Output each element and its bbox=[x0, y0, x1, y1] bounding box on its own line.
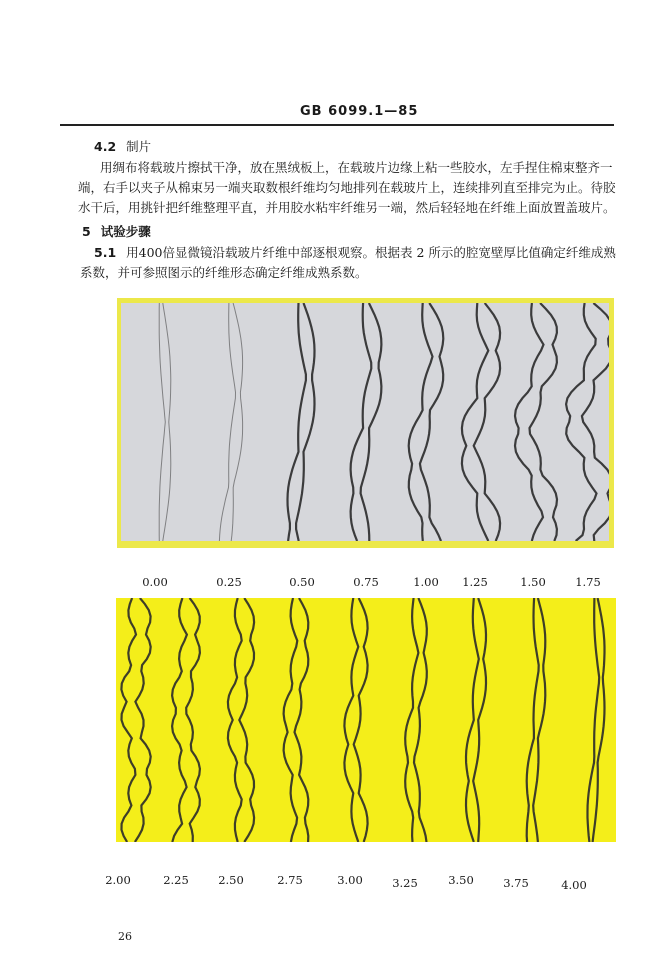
fiber-strand bbox=[466, 598, 486, 842]
maturity-coefficient-label: 2.50 bbox=[218, 873, 244, 887]
section-4-2-heading bbox=[94, 137, 151, 155]
maturity-coefficient-label: 1.25 bbox=[462, 575, 488, 589]
section-5-heading bbox=[82, 222, 151, 240]
maturity-coefficient-label: 3.25 bbox=[392, 876, 418, 890]
fiber-strand bbox=[566, 303, 609, 541]
fiber-strand bbox=[351, 303, 382, 541]
section-5-number: 5 bbox=[82, 224, 91, 239]
maturity-coefficient-label: 1.50 bbox=[520, 575, 546, 589]
fiber-strand bbox=[527, 598, 546, 842]
fiber-strand bbox=[121, 598, 150, 842]
maturity-coefficient-label: 0.75 bbox=[353, 575, 379, 589]
section-5-title: 试验步骤 bbox=[100, 224, 151, 239]
page-number: 26 bbox=[118, 930, 132, 943]
fiber-strand bbox=[588, 598, 605, 842]
maturity-coefficient-label: 0.50 bbox=[289, 575, 315, 589]
maturity-coefficient-label: 2.00 bbox=[105, 873, 131, 887]
fiber-strand bbox=[515, 303, 557, 541]
section-5-1-text: 用400倍显微镜沿载玻片纤维中部逐根观察。根据表 2 所示的腔宽壁厚比值确定纤维成熟系数，并可参照图示的纤维形态确定纤维成熟系数。 bbox=[80, 245, 616, 280]
fiber-strand bbox=[228, 598, 254, 842]
paragraph-4-2: 用绸布将载玻片擦拭干净，放在黑绒板上，在载玻片边缘上粘一些胶水，左手捏住棉束整齐一端，右手以夹子从棉束另一端夹取数根纤维均匀地排列在载玻片上，连续排列直至排完为止。待胶水干后，用挑针把纤维整理平直，并用胶水粘牢纤维另一端，然后轻轻地在纤维上面放置盖玻片。 bbox=[78, 160, 616, 215]
fiber-strand bbox=[462, 303, 500, 541]
fiber-strand bbox=[219, 303, 242, 541]
fiber-strand bbox=[344, 598, 367, 842]
maturity-coefficient-label: 2.75 bbox=[277, 873, 303, 887]
maturity-coefficient-label: 1.75 bbox=[575, 575, 601, 589]
micrograph-bottom-image bbox=[116, 598, 616, 842]
fiber-strand bbox=[409, 303, 444, 541]
maturity-coefficient-label: 3.00 bbox=[337, 873, 363, 887]
fiber-micrograph-bottom bbox=[116, 598, 616, 842]
section-4-2-title: 制片 bbox=[126, 139, 152, 154]
fiber-drawings-top bbox=[121, 303, 609, 541]
header-rule bbox=[60, 124, 614, 126]
section-5-1 bbox=[80, 243, 620, 283]
micrograph-top-image bbox=[121, 303, 609, 541]
maturity-coefficient-label: 1.00 bbox=[413, 575, 439, 589]
fiber-strand bbox=[159, 303, 171, 541]
maturity-coefficient-label: 3.75 bbox=[503, 876, 529, 890]
maturity-coefficient-label: 0.00 bbox=[142, 575, 168, 589]
section-4-2-number: 4.2 bbox=[94, 139, 117, 154]
fiber-strand bbox=[405, 598, 427, 842]
fiber-strand bbox=[284, 598, 309, 842]
fiber-strand bbox=[288, 303, 315, 541]
maturity-coefficient-label: 2.25 bbox=[163, 873, 189, 887]
section-5-1-number: 5.1 bbox=[94, 245, 117, 260]
fiber-drawings-bottom bbox=[116, 598, 616, 842]
maturity-coefficient-label: 4.00 bbox=[561, 878, 587, 892]
fiber-strand bbox=[172, 598, 200, 842]
fiber-micrograph-top bbox=[117, 298, 614, 548]
maturity-coefficient-label: 3.50 bbox=[448, 873, 474, 887]
maturity-coefficient-label: 0.25 bbox=[216, 575, 242, 589]
standard-header: GB 6099.1—85 bbox=[300, 104, 419, 119]
